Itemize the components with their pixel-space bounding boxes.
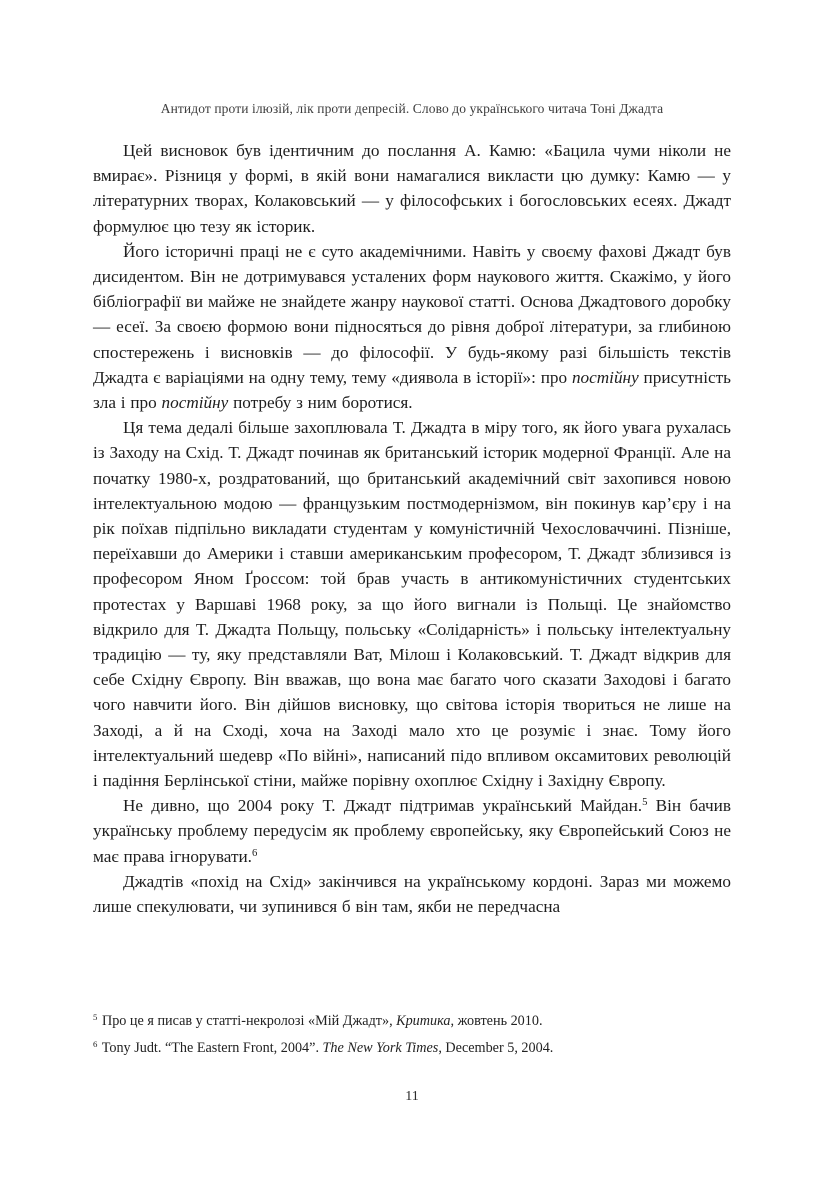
text-segment: Про це я писав у статті-некролозі «Мій Джадт», [98, 1013, 397, 1029]
footnote [93, 1035, 731, 1062]
footnotes [93, 1008, 731, 1062]
text-segment: Цей висновок був ідентичним до послання А. Камю: «Бацила чуми ніколи не вмирає». Різниця у формі, в якій вони намагалися викласти цю думку: Камю — у літературних творах, Колаковський — у філософських і богословських есеях. Джадт формулює цю тезу як історик. [93, 141, 731, 236]
italic-text: постійну [571, 367, 639, 387]
text-segment: Він бачив українську проблему передусім як проблему європейську, яку Європейський Союз не має права ігнорувати. [93, 796, 731, 866]
paragraph [93, 239, 731, 415]
footnote-marker: 5 [642, 797, 648, 809]
running-head: Антидот проти ілюзій, лік проти депресій. Слово до українського читача Тоні Джадта [160, 101, 664, 116]
text-segment: Ця тема дедалі більше захоплювала Т. Джадта в міру того, як його увага рухалась із Заходу на Схід. Т. Джадт починав як британський історик модерної Франції. Але на початку 1980-х, роздратований, що британський академічний світ захопився новою інтелектуальною модою — французьким постмодернізмом, він покинув кар’єру і на рік поїхав підпільно викладати студентам у комуністичній Чехословаччині. Пізніше, переїхавши до Америки і ставши американським професором, Т. Джадт зблизився із професором Яном Ґроссом: той брав участь в антикомуністичних студентських протестах у Варшаві 1968 року, за що його вигнали із Польщі. Це знайомство відкрило для Т. Джадта Польщу, польську «Солідарність» і польську інтелектуальну традицію — ту, яку представляли Ват, Мілош і Колаковський. Т. Джадт відкрив для себе Східну Європу. Він вважав, що вона має багато чого сказати Заходові і багато чого навчити його. Він дійшов висновку, що світова історія твориться не лише на Заході, а й на Сході, хоча на Заході мало хто це розуміє і знає. Тому його інтелектуальний шедевр «По війні», написаний підо впливом оксамитових революцій і падіння Берлінської стіни, майже порівну охоплює Східну і Західну Європу. [93, 418, 731, 791]
paragraph [93, 869, 731, 919]
text-segment: , December 5, 2004. [438, 1040, 554, 1056]
italic-text: постійну [161, 393, 229, 413]
text-segment: Його історичні праці не є суто академічними. Навіть у своєму фахові Джадт був дисидентом. Він не дотримувався усталених форм наукового життя. Скажімо, у його бібліографії ви майже не знайдете жанру наукової статті. Основа Джадтового доробку — есеї. За своєю формою вони підносяться до рівня доброї літератури, за глибиною спостережень і висновків — до філософії. У будь-якому разі більшість текстів Джадта є варіаціями на одну тему, тему «диявола в історії»: про [93, 241, 731, 387]
italic-text: Критика [396, 1013, 451, 1029]
footnote-number: 5 [93, 1012, 98, 1023]
text-segment: , жовтень 2010. [450, 1013, 543, 1029]
footnote-marker: 6 [251, 847, 258, 859]
paragraph [93, 793, 731, 869]
footnote [93, 1008, 731, 1035]
body-text [93, 138, 731, 919]
paragraph [93, 415, 731, 793]
paragraph [93, 138, 731, 239]
text-segment: потребу з ним боротися. [228, 393, 413, 413]
footnote-number: 6 [93, 1039, 98, 1050]
text-segment: Джадтів «похід на Схід» закінчився на українському кордоні. Зараз ми можемо лише спекулювати, чи зупинився б він там, якби не передчасна [93, 871, 731, 917]
text-segment: Не дивно, що 2004 року Т. Джадт підтримав український Майдан. [123, 796, 643, 816]
text-segment: Tony Judt. “The Eastern Front, 2004”. [98, 1040, 323, 1056]
italic-text: The New York Times [322, 1040, 439, 1056]
page-number: 11 [405, 1089, 419, 1104]
text-segment: присутність зла і про [93, 367, 732, 413]
